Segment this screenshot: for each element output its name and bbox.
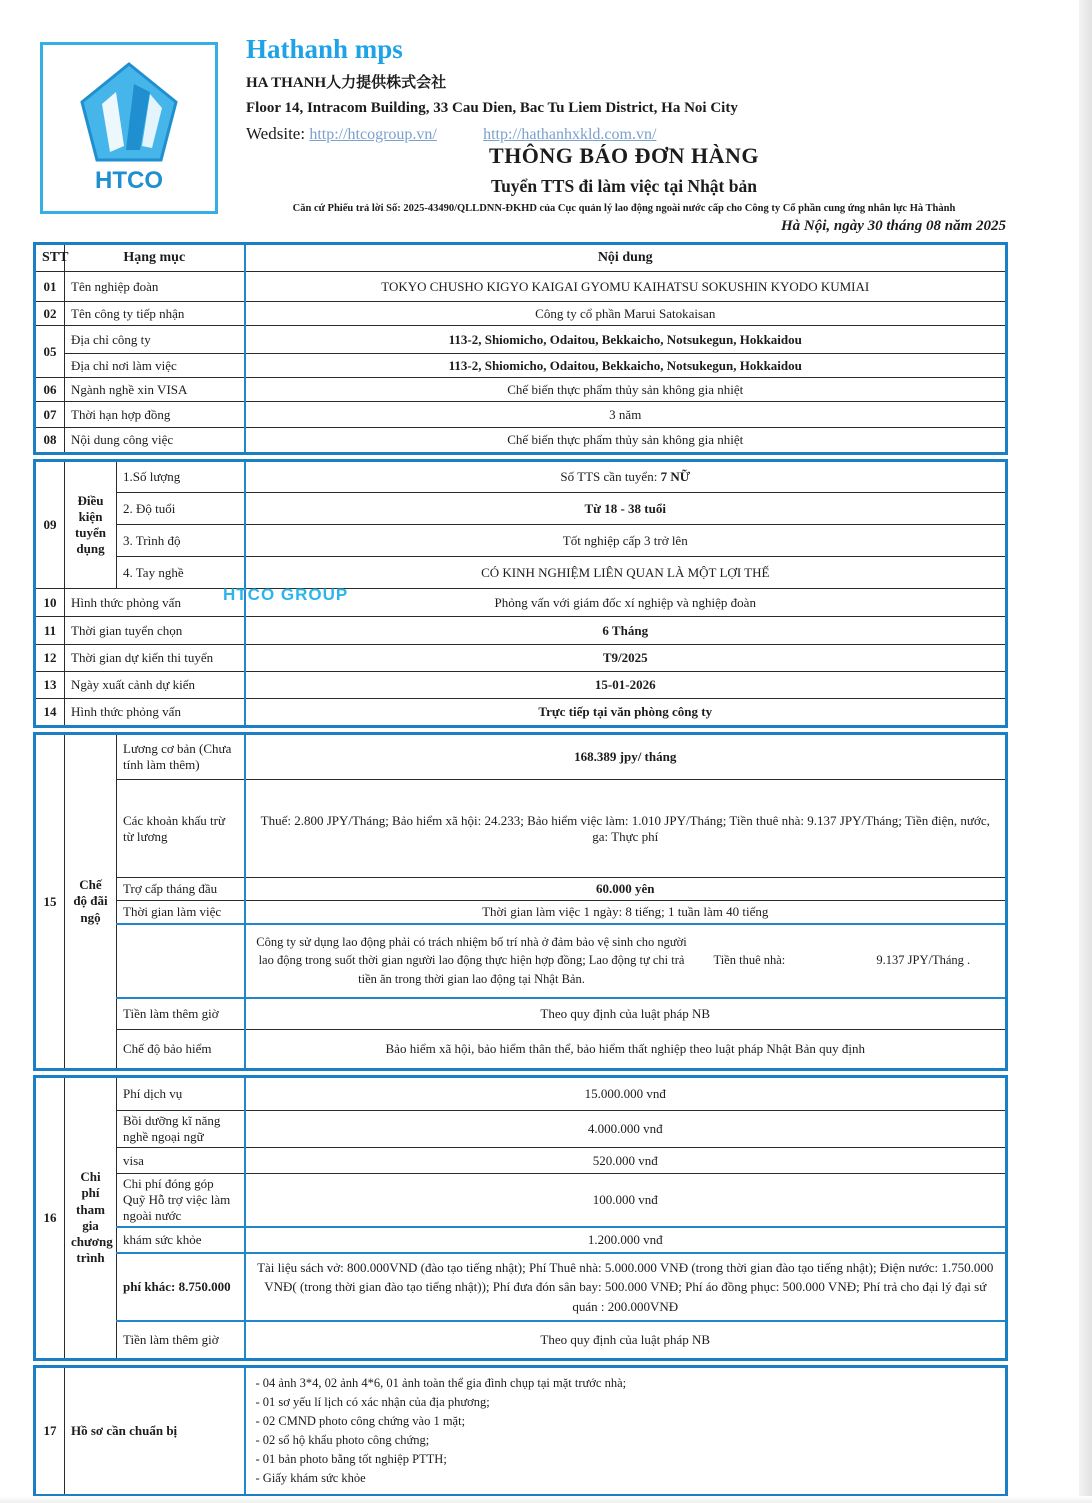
table-section-recruitment bbox=[33, 459, 1008, 728]
row-number: 16 bbox=[35, 1077, 65, 1360]
row-16-value-service-fee: 15.000.000 vnđ bbox=[245, 1077, 1007, 1111]
row-16-value-overtime: Theo quy định của luật pháp NB bbox=[245, 1321, 1007, 1359]
row-08-label: Nội dung công việc bbox=[65, 428, 245, 454]
document-item: - 01 sơ yếu lí lịch có xác nhận của địa phương; bbox=[255, 1394, 490, 1409]
company-header bbox=[246, 34, 766, 144]
table-row bbox=[35, 1148, 1007, 1174]
row-15-sublabel-overtime: Tiền làm thêm giờ bbox=[117, 998, 245, 1030]
table-row bbox=[35, 461, 1007, 493]
document-item: - 02 sổ hộ khẩu photo công chứng; bbox=[255, 1432, 430, 1447]
website-line bbox=[246, 124, 766, 144]
row-09-sublabel-quantity: 1.Số lượng bbox=[117, 461, 245, 493]
table-row bbox=[35, 734, 1007, 780]
row-10-value: Phỏng vấn với giám đốc xí nghiệp và nghiệp đoàn bbox=[245, 589, 1007, 617]
row-number: 05 bbox=[35, 326, 65, 378]
table-row bbox=[35, 924, 1007, 998]
row-15-value-salary: 168.389 jpy/ tháng bbox=[245, 734, 1007, 780]
row-15-value-insurance: Bảo hiểm xã hội, bảo hiểm thân thể, bảo hiểm thất nghiệp theo luật pháp Nhật Bản quy định bbox=[245, 1030, 1007, 1070]
htco-logo bbox=[40, 42, 218, 214]
table-row bbox=[35, 1030, 1007, 1070]
col-header-stt: STT bbox=[35, 244, 65, 272]
row-number: 07 bbox=[35, 402, 65, 428]
table-row bbox=[35, 699, 1007, 727]
row-09-value-education: Tốt nghiệp cấp 3 trở lên bbox=[245, 525, 1007, 557]
htco-group-watermark: HTCO GROUP bbox=[223, 585, 349, 604]
legal-basis-line: Căn cứ Phiếu trả lời Số: 2025-43490/QLLDNN-ĐKHD của Cục quản lý lao động ngoài nước cấp cho Công ty Cổ phần cung ứng nhân lực Hà Thành bbox=[292, 203, 956, 214]
row-16-value-training-fee: 4.000.000 vnđ bbox=[245, 1111, 1007, 1148]
table-row bbox=[35, 1227, 1007, 1253]
row-15-sublabel-first-month-allowance: Trợ cấp tháng đầu bbox=[117, 878, 245, 901]
row-01-label: Tên nghiệp đoàn bbox=[65, 272, 245, 302]
row-05-value-company-address: 113-2, Shiomicho, Odaitou, Bekkaicho, Notsukegun, Hokkaidou bbox=[245, 326, 1007, 354]
row-15-sublabel-deductions: Các khoản khấu trừ từ lương bbox=[117, 780, 245, 878]
row-09-value-quantity bbox=[245, 461, 1007, 493]
row-number: 15 bbox=[35, 734, 65, 1070]
row-06-value: Chế biến thực phẩm thủy sản không gia nhiệt bbox=[245, 378, 1007, 402]
brand-name: Hathanh mps bbox=[246, 34, 403, 64]
row-05-label-company-address: Địa chỉ công ty bbox=[65, 326, 245, 354]
row-16-sublabel-service-fee: Phí dịch vụ bbox=[117, 1077, 245, 1111]
row-09-sublabel-skill: 4. Tay nghề bbox=[117, 557, 245, 589]
row-08-value: Chế biến thực phẩm thủy sản không gia nhiệt bbox=[245, 428, 1007, 454]
row-15-value-deductions: Thuế: 2.800 JPY/Tháng; Bảo hiểm xã hội: 24.233; Bảo hiểm việc làm: 1.010 JPY/Tháng; Tiền thuê nhà: 9.137 JPY/Tháng; Tiền điện, nước, ga: Thực phí bbox=[245, 780, 1007, 878]
row-07-label: Thời hạn hợp đồng bbox=[65, 402, 245, 428]
row-15-value-working-hours: Thời gian làm việc 1 ngày: 8 tiếng; 1 tuần làm 40 tiếng bbox=[245, 901, 1007, 924]
row-14-label: Hình thức phỏng vấn bbox=[65, 699, 245, 727]
row-15-group-label: Chế độ đãi ngộ bbox=[65, 734, 117, 1070]
table-row bbox=[35, 354, 1007, 378]
row-17-label: Hồ sơ cần chuẩn bị bbox=[65, 1366, 245, 1495]
row-16-sublabel-training-fee: Bồi dưỡng kĩ năng nghề ngoại ngữ bbox=[117, 1111, 245, 1148]
rent-value: 9.137 JPY/Tháng . bbox=[876, 953, 971, 967]
date-line: Hà Nội, ngày 30 tháng 08 năm 2025 bbox=[780, 218, 1006, 234]
row-16-sublabel-health-check: khám sức khỏe bbox=[117, 1227, 245, 1253]
document-item: - 02 CMND photo công chứng vào 1 mặt; bbox=[255, 1413, 466, 1428]
quantity-prefix: Số TTS cần tuyển: bbox=[560, 469, 661, 484]
row-16-sublabel-visa: visa bbox=[117, 1148, 245, 1174]
row-15-sublabel-working-hours: Thời gian làm việc bbox=[117, 901, 245, 924]
housing-row bbox=[252, 929, 1000, 991]
row-number: 08 bbox=[35, 428, 65, 454]
table-row bbox=[35, 557, 1007, 589]
order-table bbox=[33, 242, 1008, 1497]
row-15-housing-cell bbox=[245, 924, 1007, 998]
row-10-label bbox=[65, 585, 349, 617]
row-10-label-text: Hình thức phỏng vấn bbox=[71, 594, 181, 610]
row-number: 17 bbox=[35, 1366, 65, 1495]
table-row bbox=[35, 617, 1007, 645]
row-17-documents-cell bbox=[245, 1366, 1007, 1495]
row-16-sublabel-overtime: Tiền làm thêm giờ bbox=[117, 1321, 245, 1359]
col-header-category: Hạng mục bbox=[65, 244, 245, 272]
table-row bbox=[35, 1321, 1007, 1359]
quantity-bold: 7 NỮ bbox=[660, 469, 691, 484]
row-13-label: Ngày xuất cảnh dự kiến bbox=[65, 672, 245, 699]
table-row bbox=[35, 272, 1007, 302]
col-header-content: Nội dung bbox=[245, 244, 1007, 272]
row-16-sublabel-other-fees: phí khác: 8.750.000 bbox=[117, 1253, 245, 1321]
table-row bbox=[35, 1174, 1007, 1228]
row-number: 01 bbox=[35, 272, 65, 302]
table-row bbox=[35, 493, 1007, 525]
row-16-value-visa: 520.000 vnđ bbox=[245, 1148, 1007, 1174]
table-section-benefits bbox=[33, 732, 1008, 1071]
row-15-value-overtime: Theo quy định của luật pháp NB bbox=[245, 998, 1007, 1030]
document-item: - 01 bản photo bằng tốt nghiệp PTTH; bbox=[255, 1451, 447, 1466]
website-link-1[interactable]: http://htcogroup.vn/ bbox=[309, 126, 437, 144]
table-row bbox=[35, 302, 1007, 326]
photo-edge bbox=[1079, 0, 1092, 1503]
logo-text: HTCO bbox=[95, 167, 163, 194]
row-number: 14 bbox=[35, 699, 65, 727]
company-address: Floor 14, Intracom Building, 33 Cau Dien, Bac Tu Liem District, Ha Noi City bbox=[246, 100, 738, 117]
table-row bbox=[35, 378, 1007, 402]
table-row bbox=[35, 645, 1007, 672]
row-16-group-label: Chi phí tham gia chương trình bbox=[65, 1077, 117, 1360]
table-row bbox=[35, 428, 1007, 454]
row-16-value-other-fees: Tài liệu sách vở: 800.000VND (đào tạo tiếng nhật); Phí Thuê nhà: 5.000.000 VNĐ (trong thời gian đào tạo tiếng nhật); Điện nước: 1.750.000 VNĐ( (trong thời gian đào tạo tiếng nhật)); Phí đưa đón sân bay: 500.000 VNĐ; Phí áo đồng phục: 500.000 VNĐ; Phí trả cho đại lý đại sứ quán : 200.000VNĐ bbox=[245, 1253, 1007, 1321]
table-row bbox=[35, 525, 1007, 557]
row-16-value-health-check: 1.200.000 vnđ bbox=[245, 1227, 1007, 1253]
table-row bbox=[35, 1253, 1007, 1321]
row-05-value-work-address: 113-2, Shiomicho, Odaitou, Bekkaicho, Notsukegun, Hokkaidou bbox=[245, 354, 1007, 378]
row-15-sublabel-housing-empty bbox=[117, 924, 245, 998]
company-name-japanese: HA THANH人力提供株式会社 bbox=[246, 75, 447, 92]
row-number: 02 bbox=[35, 302, 65, 326]
table-section-costs bbox=[33, 1075, 1008, 1361]
table-row bbox=[35, 780, 1007, 878]
row-12-value: T9/2025 bbox=[245, 645, 1007, 672]
table-row bbox=[35, 589, 1007, 617]
document-item: - 04 ảnh 3*4, 02 ảnh 4*6, 01 ảnh toàn thể gia đình chụp tại mặt trước nhà; bbox=[255, 1375, 627, 1390]
table-row bbox=[35, 901, 1007, 924]
documents-list bbox=[252, 1370, 1000, 1492]
row-09-group-label: Điều kiện tuyển dụng bbox=[65, 461, 117, 589]
row-12-label: Thời gian dự kiến thi tuyển bbox=[65, 645, 245, 672]
table-header-row bbox=[35, 244, 1007, 272]
table-row bbox=[35, 1111, 1007, 1148]
title-block bbox=[240, 143, 1008, 235]
table-section-general bbox=[33, 242, 1008, 455]
row-09-value-skill: CÓ KINH NGHIỆM LIÊN QUAN LÀ MỘT LỢI THẾ bbox=[245, 557, 1007, 589]
table-row bbox=[35, 326, 1007, 354]
table-row bbox=[35, 878, 1007, 901]
row-09-sublabel-age: 2. Độ tuổi bbox=[117, 493, 245, 525]
row-number: 11 bbox=[35, 617, 65, 645]
table-row bbox=[35, 998, 1007, 1030]
row-number: 09 bbox=[35, 461, 65, 589]
row-15-value-first-month-allowance: 60.000 yên bbox=[245, 878, 1007, 901]
row-07-value: 3 năm bbox=[245, 402, 1007, 428]
row-09-sublabel-education: 3. Trình độ bbox=[117, 525, 245, 557]
row-number: 12 bbox=[35, 645, 65, 672]
website-link-2[interactable]: http://hathanhxkld.com.vn/ bbox=[483, 126, 657, 144]
document-title: THÔNG BÁO ĐƠN HÀNG bbox=[489, 143, 759, 168]
table-row bbox=[35, 402, 1007, 428]
row-15-sublabel-insurance: Chế độ bảo hiểm bbox=[117, 1030, 245, 1070]
row-16-value-fund: 100.000 vnđ bbox=[245, 1174, 1007, 1228]
row-15-sublabel-salary: Lương cơ bản (Chưa tính làm thêm) bbox=[117, 734, 245, 780]
row-06-label: Ngành nghề xin VISA bbox=[65, 378, 245, 402]
row-11-value: 6 Tháng bbox=[245, 617, 1007, 645]
table-row bbox=[35, 1077, 1007, 1111]
rent-label: Tiền thuê nhà: bbox=[713, 953, 786, 967]
row-11-label: Thời gian tuyển chọn bbox=[65, 617, 245, 645]
website-label: Wedsite: bbox=[246, 124, 306, 144]
row-number: 13 bbox=[35, 672, 65, 699]
row-number: 10 bbox=[35, 589, 65, 617]
row-01-value: TOKYO CHUSHO KIGYO KAIGAI GYOMU KAIHATSU SOKUSHIN KYODO KUMIAI bbox=[245, 272, 1007, 302]
row-05-label-work-address: Địa chỉ nơi làm việc bbox=[65, 354, 245, 378]
row-number: 06 bbox=[35, 378, 65, 402]
row-09-value-age: Từ 18 - 38 tuổi bbox=[245, 493, 1007, 525]
table-row bbox=[35, 1366, 1007, 1495]
document-item: - Giấy khám sức khỏe bbox=[255, 1470, 366, 1485]
document-subtitle: Tuyển TTS đi làm việc tại Nhật bản bbox=[491, 176, 757, 196]
table-row bbox=[35, 672, 1007, 699]
row-16-sublabel-fund: Chi phí đóng góp Quỹ Hỗ trợ việc làm ngoài nước bbox=[117, 1174, 245, 1228]
row-14-value: Trực tiếp tại văn phòng công ty bbox=[245, 699, 1007, 727]
htco-diamond-icon bbox=[64, 58, 194, 198]
row-13-value: 15-01-2026 bbox=[245, 672, 1007, 699]
table-section-documents bbox=[33, 1365, 1008, 1497]
housing-note: Công ty sử dụng lao động phải có trách nhiệm bố trí nhà ở đảm bảo vệ sinh cho người lao động trong suốt thời gian người lao động thực hiện hợp đồng; Lao động tự chi trả tiền ăn trong thời gian lao động tại Nhật Bản. bbox=[256, 935, 687, 986]
photo-edge bbox=[0, 1496, 1092, 1503]
row-02-label: Tên công ty tiếp nhận bbox=[65, 302, 245, 326]
row-02-value: Công ty cổ phần Marui Satokaisan bbox=[245, 302, 1007, 326]
